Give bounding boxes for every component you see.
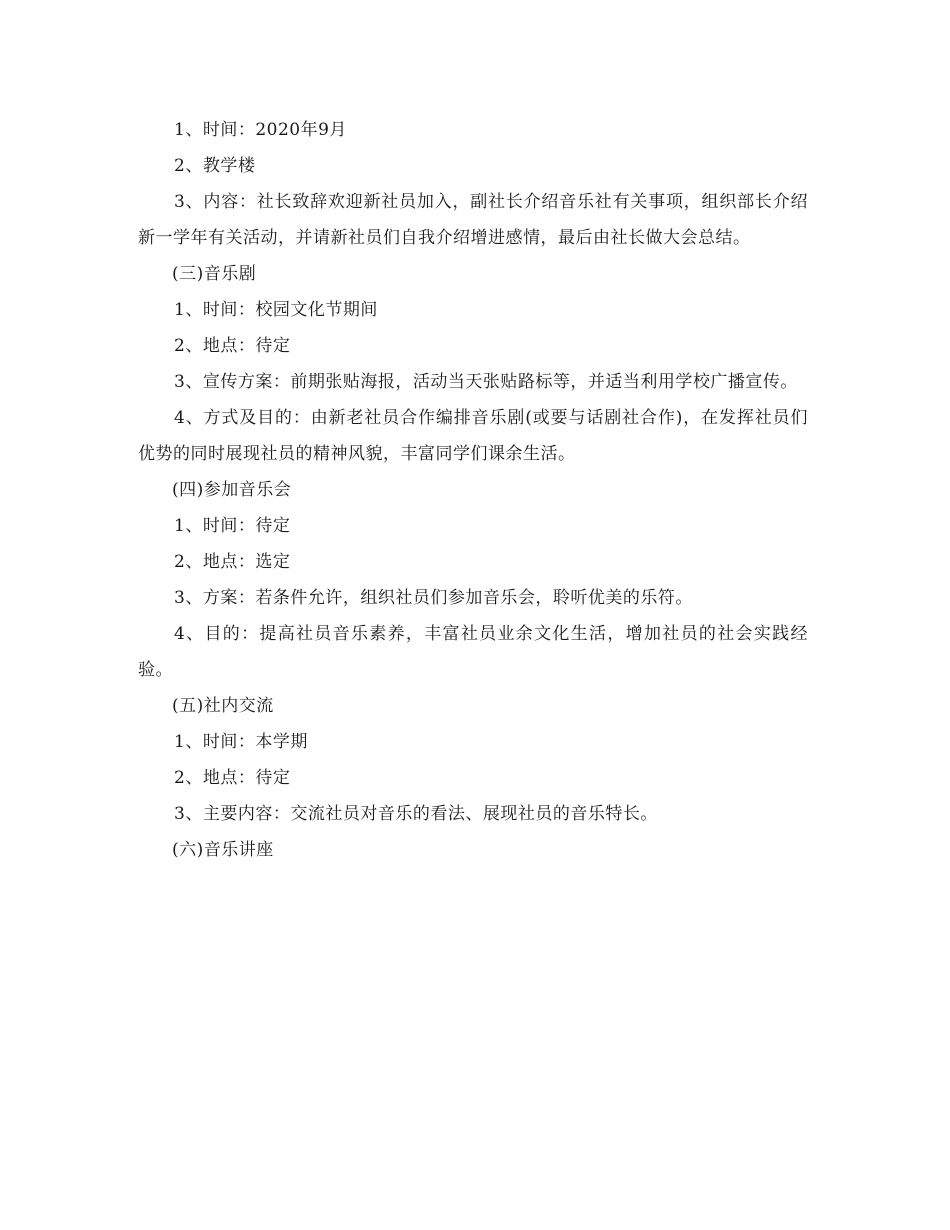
paragraph-time: 1、时间：本学期 — [174, 732, 308, 752]
paragraph-time: 1、时间：校园文化节期间 — [174, 300, 378, 320]
paragraph-purpose: 4、目的：提高社员音乐素养，丰富社员业余文化生活，增加社员的社会实践经验。 — [138, 624, 808, 680]
paragraph-location: 2、地点：待定 — [174, 768, 291, 788]
paragraph-time: 1、时间：待定 — [174, 516, 291, 536]
section-heading-exchange: (五)社内交流 — [172, 696, 274, 716]
paragraph-location: 2、教学楼 — [174, 156, 256, 176]
paragraph-time: 1、时间：2020年9月 — [174, 120, 347, 140]
paragraph-content: 3、内容：社长致辞欢迎新社员加入，副社长介绍音乐社有关事项，组织部长介绍新一学年有关活动，并请新社员们自我介绍增进感情，最后由社长做大会总结。 — [138, 192, 808, 248]
paragraph-publicity: 3、宣传方案：前期张贴海报，活动当天张贴路标等，并适当利用学校广播宣传。 — [174, 372, 798, 392]
document-page — [138, 112, 808, 868]
paragraph-plan: 3、方案：若条件允许，组织社员们参加音乐会，聆听优美的乐符。 — [174, 588, 693, 608]
paragraph-method-purpose: 4、方式及目的：由新老社员合作编排音乐剧(或要与话剧社合作)，在发挥社员们优势的同时展现社员的精神风貌，丰富同学们课余生活。 — [138, 408, 808, 464]
paragraph-location: 2、地点：待定 — [174, 336, 291, 356]
paragraph-location: 2、地点：选定 — [174, 552, 291, 572]
section-heading-concert: (四)参加音乐会 — [172, 480, 292, 500]
section-heading-lecture: (六)音乐讲座 — [172, 840, 274, 860]
paragraph-main-content: 3、主要内容：交流社员对音乐的看法、展现社员的音乐特长。 — [174, 804, 658, 824]
section-heading-musical: (三)音乐剧 — [172, 264, 257, 284]
